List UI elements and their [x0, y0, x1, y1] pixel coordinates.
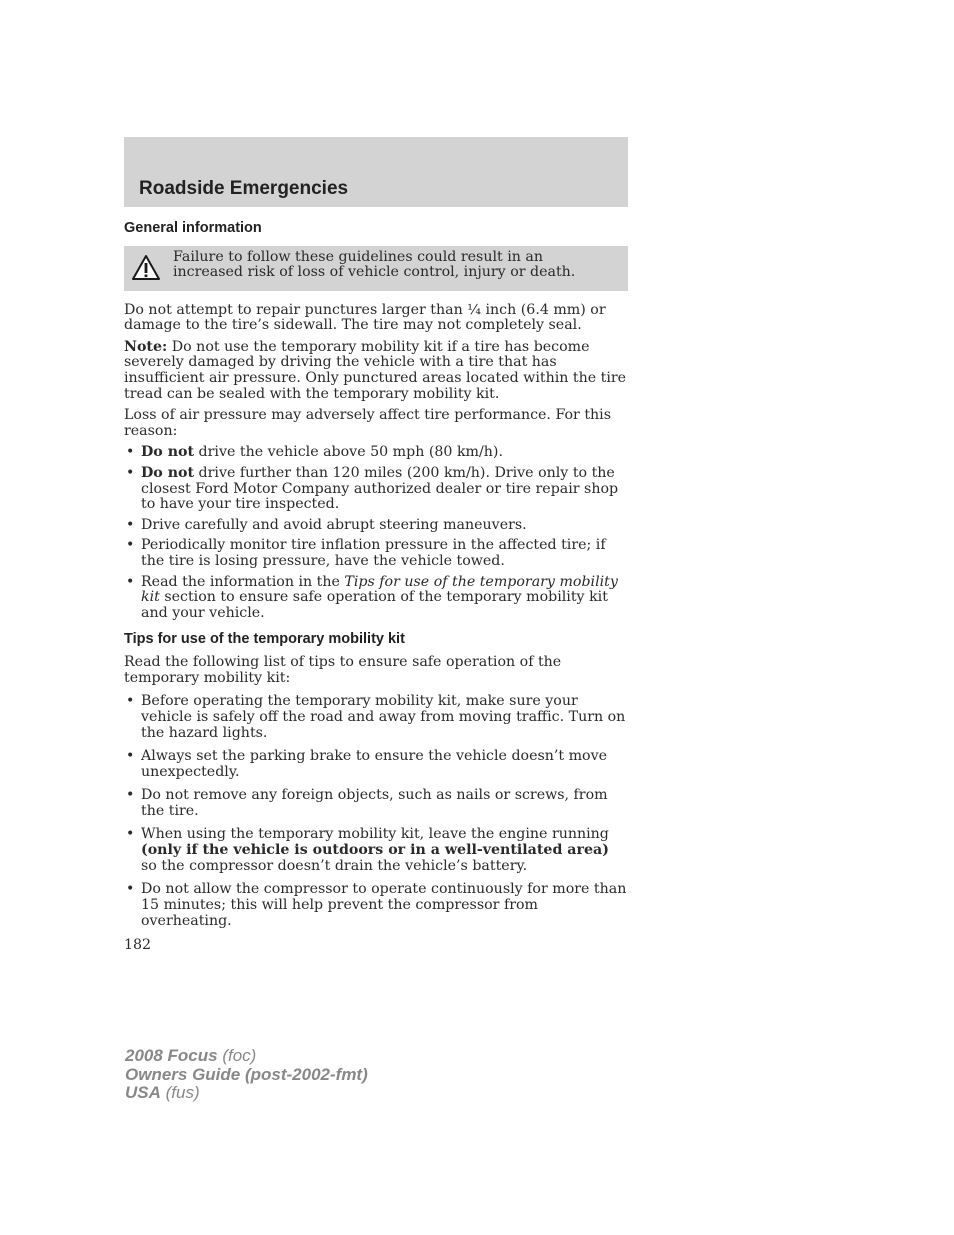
bullet-text: drive the vehicle above 50 mph (80 km/h). — [194, 444, 503, 461]
section-title: Roadside Emergencies — [139, 178, 349, 199]
bold-text: Do not — [141, 444, 195, 461]
general-information-heading: General information — [124, 220, 262, 236]
list-item — [124, 518, 628, 534]
air-pressure-paragraph: Loss of air pressure may adversely affect tire performance. For this reason: — [124, 407, 612, 439]
tips-bullet-list — [124, 693, 628, 929]
bullet-text: Always set the parking brake to ensure the vehicle doesn’t move unexpectedly. — [141, 747, 608, 780]
bold-text: Do not — [141, 464, 195, 481]
bullet-text: section to ensure safe operation of the temporary mobility kit and your vehicle. — [141, 589, 608, 621]
page-number: 182 — [124, 936, 152, 953]
page-content — [124, 220, 628, 953]
warning-text: Failure to follow these guidelines could result in an increased risk of loss of vehicle control, injury or death. — [173, 248, 576, 281]
bullet-text: so the compressor doesn’t drain the vehicle’s battery. — [141, 857, 528, 874]
list-item — [124, 826, 628, 874]
list-item — [124, 575, 628, 622]
document-footer — [125, 1047, 368, 1103]
bold-text: (only if the vehicle is outdoors or in a well-ventilated area) — [141, 841, 609, 858]
footer-line-market — [125, 1084, 368, 1103]
list-item — [124, 445, 628, 461]
footer-line-guide — [125, 1066, 368, 1085]
general-bullet-list — [124, 445, 628, 621]
footer-italic: (fus) — [160, 1083, 200, 1102]
list-item — [124, 748, 628, 780]
italic-reference: Tips for use of the temporary mobility kit — [141, 573, 618, 606]
bullet-text: Read the information in the — [141, 573, 345, 590]
tips-intro: Read the following list of tips to ensure safe operation of the temporary mobility kit: — [124, 653, 562, 686]
warning-box — [124, 246, 628, 291]
puncture-paragraph: Do not attempt to repair punctures larger than ¼ inch (6.4 mm) or damage to the tire’s sidewall. The tire may not completely seal. — [124, 301, 606, 334]
list-item — [124, 881, 628, 929]
list-item — [124, 538, 628, 569]
bullet-text: Periodically monitor tire inflation pressure in the affected tire; if the tire is losing pressure, have the vehicle towed. — [141, 537, 606, 569]
footer-italic: (foc) — [217, 1046, 257, 1065]
footer-bold: Owners Guide (post-2002-fmt) — [125, 1064, 368, 1084]
bullet-text: Drive carefully and avoid abrupt steering maneuvers. — [141, 516, 527, 533]
bullet-text: Before operating the temporary mobility kit, make sure your vehicle is safely off the road and away from moving traffic. Turn on the hazard lights. — [141, 692, 626, 741]
footer-bold: 2008 Focus — [125, 1046, 218, 1065]
bullet-text: When using the temporary mobility kit, leave the engine running — [141, 825, 609, 842]
warning-triangle-icon — [131, 254, 161, 281]
note-label: Note: — [124, 338, 168, 355]
list-item — [124, 466, 628, 513]
footer-line-model — [125, 1047, 368, 1066]
tips-heading: Tips for use of the temporary mobility kit — [124, 631, 405, 648]
bullet-text: Do not remove any foreign objects, such as nails or screws, from the tire. — [141, 786, 608, 819]
footer-bold: USA — [125, 1083, 161, 1102]
list-item — [124, 787, 628, 819]
note-paragraph — [124, 340, 628, 402]
list-item — [124, 693, 628, 741]
note-text: Do not use the temporary mobility kit if a tire has become severely damaged by driving the vehicle with a tire that has insufficient air pressure. Only punctured areas located within the tire tread can be sealed with the temporary mobility kit. — [124, 338, 627, 402]
bullet-text: Do not allow the compressor to operate continuously for more than 15 minutes; this will help prevent the compressor from overheating. — [141, 880, 627, 929]
bullet-text: drive further than 120 miles (200 km/h). Drive only to the closest Ford Motor Company authorized dealer or tire repair shop to have your tire inspected. — [141, 464, 619, 513]
